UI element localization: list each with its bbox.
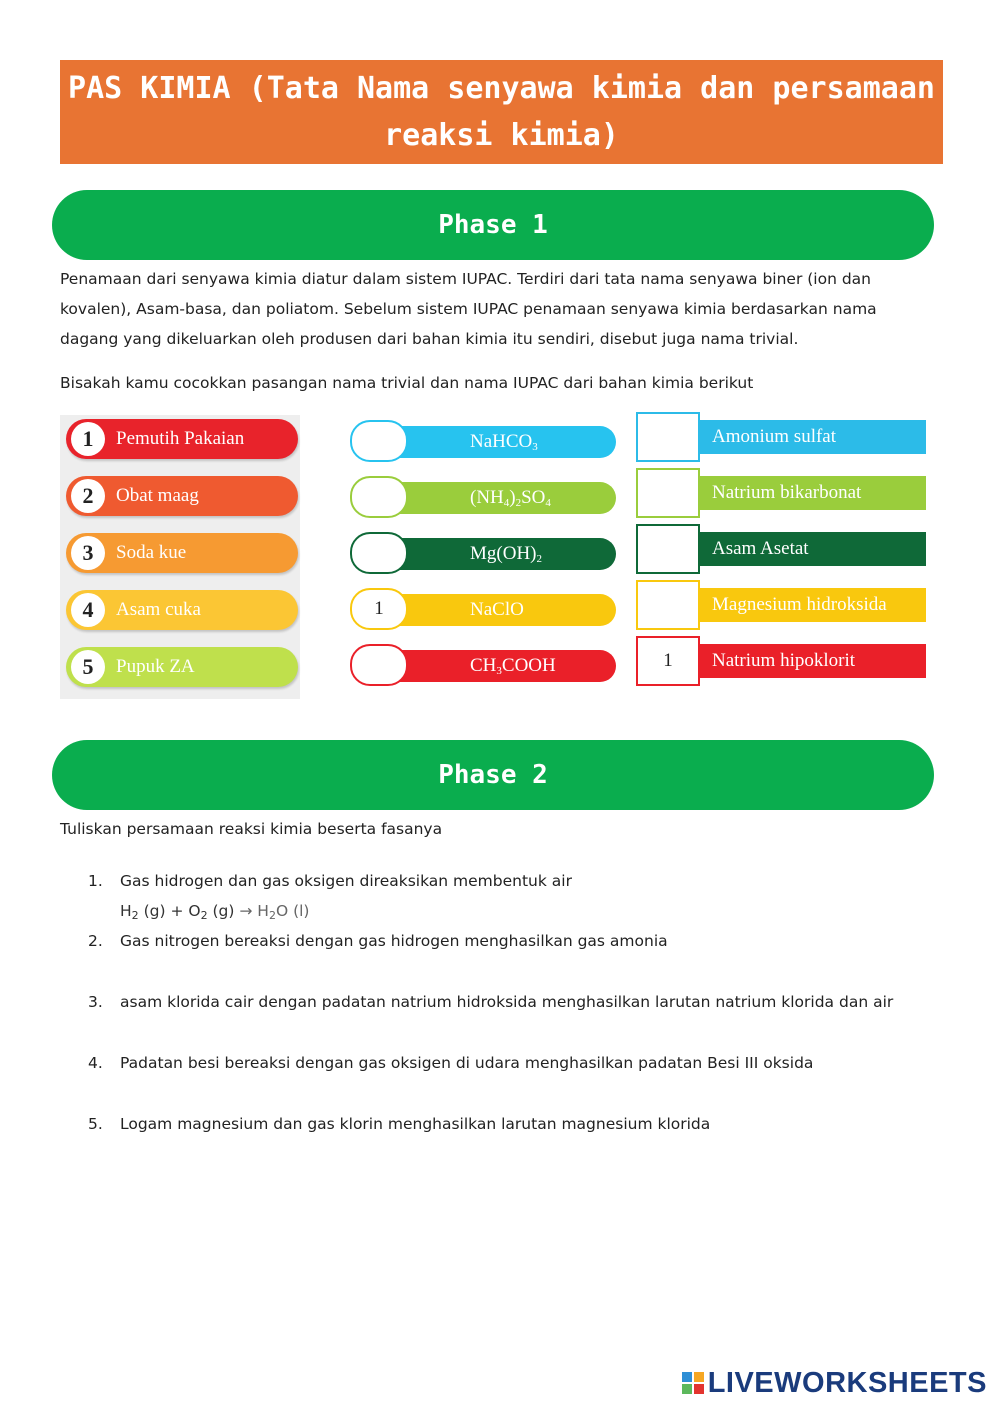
formula-bar xyxy=(390,482,616,514)
trivial-label: Pupuk ZA xyxy=(116,656,195,677)
trivial-item-1 xyxy=(66,419,298,459)
formula-panel xyxy=(350,420,620,690)
eq-text: O (l) xyxy=(275,902,310,920)
iupac-bar: Magnesium hidroksida xyxy=(700,588,926,622)
question-item xyxy=(88,926,948,987)
formula-bar xyxy=(390,594,616,626)
question-item xyxy=(88,987,948,1048)
formula-bar xyxy=(390,650,616,682)
number-badge: 2 xyxy=(71,479,105,513)
answer-input[interactable] xyxy=(350,644,408,686)
liveworksheets-logo[interactable] xyxy=(682,1363,987,1403)
formula-text: ) xyxy=(509,487,516,508)
trivial-label: Soda kue xyxy=(116,542,187,563)
answer-input[interactable] xyxy=(636,580,700,630)
eq-text: → H xyxy=(239,902,269,920)
answer-input[interactable] xyxy=(636,468,700,518)
iupac-bar: Amonium sulfat xyxy=(700,420,926,454)
trivial-names-panel xyxy=(60,415,300,699)
trivial-item-4 xyxy=(66,590,298,630)
answer-input[interactable] xyxy=(350,532,408,574)
eq-subscript: 2 xyxy=(200,909,208,922)
question-text: Padatan besi bereaksi dengan gas oksigen di udara menghasilkan padatan Besi III oksida xyxy=(120,1054,814,1072)
formula-subscript: 3 xyxy=(532,441,538,453)
answer-equation[interactable] xyxy=(120,896,948,926)
iupac-row-3 xyxy=(636,524,928,570)
iupac-panel xyxy=(636,410,928,694)
iupac-row-5 xyxy=(636,636,928,682)
answer-input[interactable] xyxy=(636,412,700,462)
answer-input[interactable] xyxy=(636,524,700,574)
logo-icon xyxy=(682,1372,704,1394)
trivial-item-2 xyxy=(66,476,298,516)
formula-text: SO xyxy=(521,487,546,508)
logo-text: LIVEWORKSHEETS xyxy=(707,1366,987,1399)
iupac-bar: Natrium bikarbonat xyxy=(700,476,926,510)
question-number: 1. xyxy=(88,872,103,890)
number-badge: 3 xyxy=(71,536,105,570)
number-badge: 4 xyxy=(71,593,105,627)
question-text: Gas nitrogen bereaksi dengan gas hidrogen menghasilkan gas amonia xyxy=(120,932,668,950)
number-badge: 5 xyxy=(71,650,105,684)
formula-row-1 xyxy=(350,420,620,466)
phase-1-intro: Penamaan dari senyawa kimia diatur dalam sistem IUPAC. Terdiri dari tata nama senyawa biner (ion dan kovalen), Asam-basa, dan poliatom. Sebelum sistem IUPAC penamaan senyawa kimia berdasarkan nama dagang yang dikeluarkan oleh produsen dari bahan kimia itu sendiri, disebut juga nama trivial. xyxy=(60,270,877,348)
iupac-row-1 xyxy=(636,412,928,458)
iupac-bar: Asam Asetat xyxy=(700,532,926,566)
formula-subscript: 3 xyxy=(496,665,502,677)
formula-text: NaClO xyxy=(470,599,524,620)
question-text: Logam magnesium dan gas klorin menghasilkan larutan magnesium klorida xyxy=(120,1115,711,1133)
trivial-item-5 xyxy=(66,647,298,687)
question-number: 4. xyxy=(88,1054,103,1072)
answer-input[interactable] xyxy=(350,476,408,518)
formula-subscript: 4 xyxy=(503,497,510,509)
eq-text: (g) xyxy=(207,902,240,920)
formula-bar xyxy=(390,426,616,458)
question-item xyxy=(88,1048,948,1109)
question-text: asam klorida cair dengan padatan natrium hidroksida menghasilkan larutan natrium klorida dan air xyxy=(120,993,894,1011)
phase-2-header: Phase 2 xyxy=(52,740,934,810)
question-text: Gas hidrogen dan gas oksigen direaksikan membentuk air xyxy=(120,872,572,890)
trivial-item-3 xyxy=(66,533,298,573)
eq-subscript: 2 xyxy=(131,909,139,922)
question-number: 2. xyxy=(88,932,103,950)
formula-text: CH xyxy=(470,655,497,676)
page-title: PAS KIMIA (Tata Nama senyawa kimia dan persamaan reaksi kimia) xyxy=(60,60,943,164)
formula-row-2 xyxy=(350,476,620,522)
formula-text: (NH xyxy=(470,487,504,508)
answer-input[interactable]: 1 xyxy=(350,588,408,630)
formula-bar xyxy=(390,538,616,570)
formula-subscript: 2 xyxy=(515,497,522,509)
phase-1-header: Phase 1 xyxy=(52,190,934,260)
formula-row-3 xyxy=(350,532,620,578)
phase-2-instruction: Tuliskan persamaan reaksi kimia beserta fasanya xyxy=(60,820,443,838)
number-badge: 1 xyxy=(71,422,105,456)
trivial-label: Obat maag xyxy=(116,485,199,506)
iupac-row-4 xyxy=(636,580,928,626)
formula-text: Mg(OH) xyxy=(470,543,537,564)
question-number: 5. xyxy=(88,1115,103,1133)
phase-1-instruction: Bisakah kamu cocokkan pasangan nama trivial dan nama IUPAC dari bahan kimia berikut xyxy=(60,374,754,392)
question-item xyxy=(88,1109,948,1170)
formula-subscript: 2 xyxy=(536,553,542,565)
iupac-bar: Natrium hipoklorit xyxy=(700,644,926,678)
formula-subscript: 4 xyxy=(545,497,551,509)
eq-text: (g) + O xyxy=(138,902,201,920)
iupac-row-2 xyxy=(636,468,928,514)
eq-subscript: 2 xyxy=(268,909,276,922)
eq-text: H xyxy=(120,902,132,920)
formula-row-5 xyxy=(350,644,620,690)
answer-input[interactable] xyxy=(350,420,408,462)
question-list xyxy=(88,866,948,1170)
question-number: 3. xyxy=(88,993,103,1011)
formula-row-4 xyxy=(350,588,620,634)
answer-input[interactable]: 1 xyxy=(636,636,700,686)
trivial-label: Pemutih Pakaian xyxy=(116,428,245,449)
formula-text: COOH xyxy=(501,655,556,676)
formula-text: NaHCO xyxy=(470,431,533,452)
question-item xyxy=(88,866,948,926)
trivial-label: Asam cuka xyxy=(116,599,201,620)
